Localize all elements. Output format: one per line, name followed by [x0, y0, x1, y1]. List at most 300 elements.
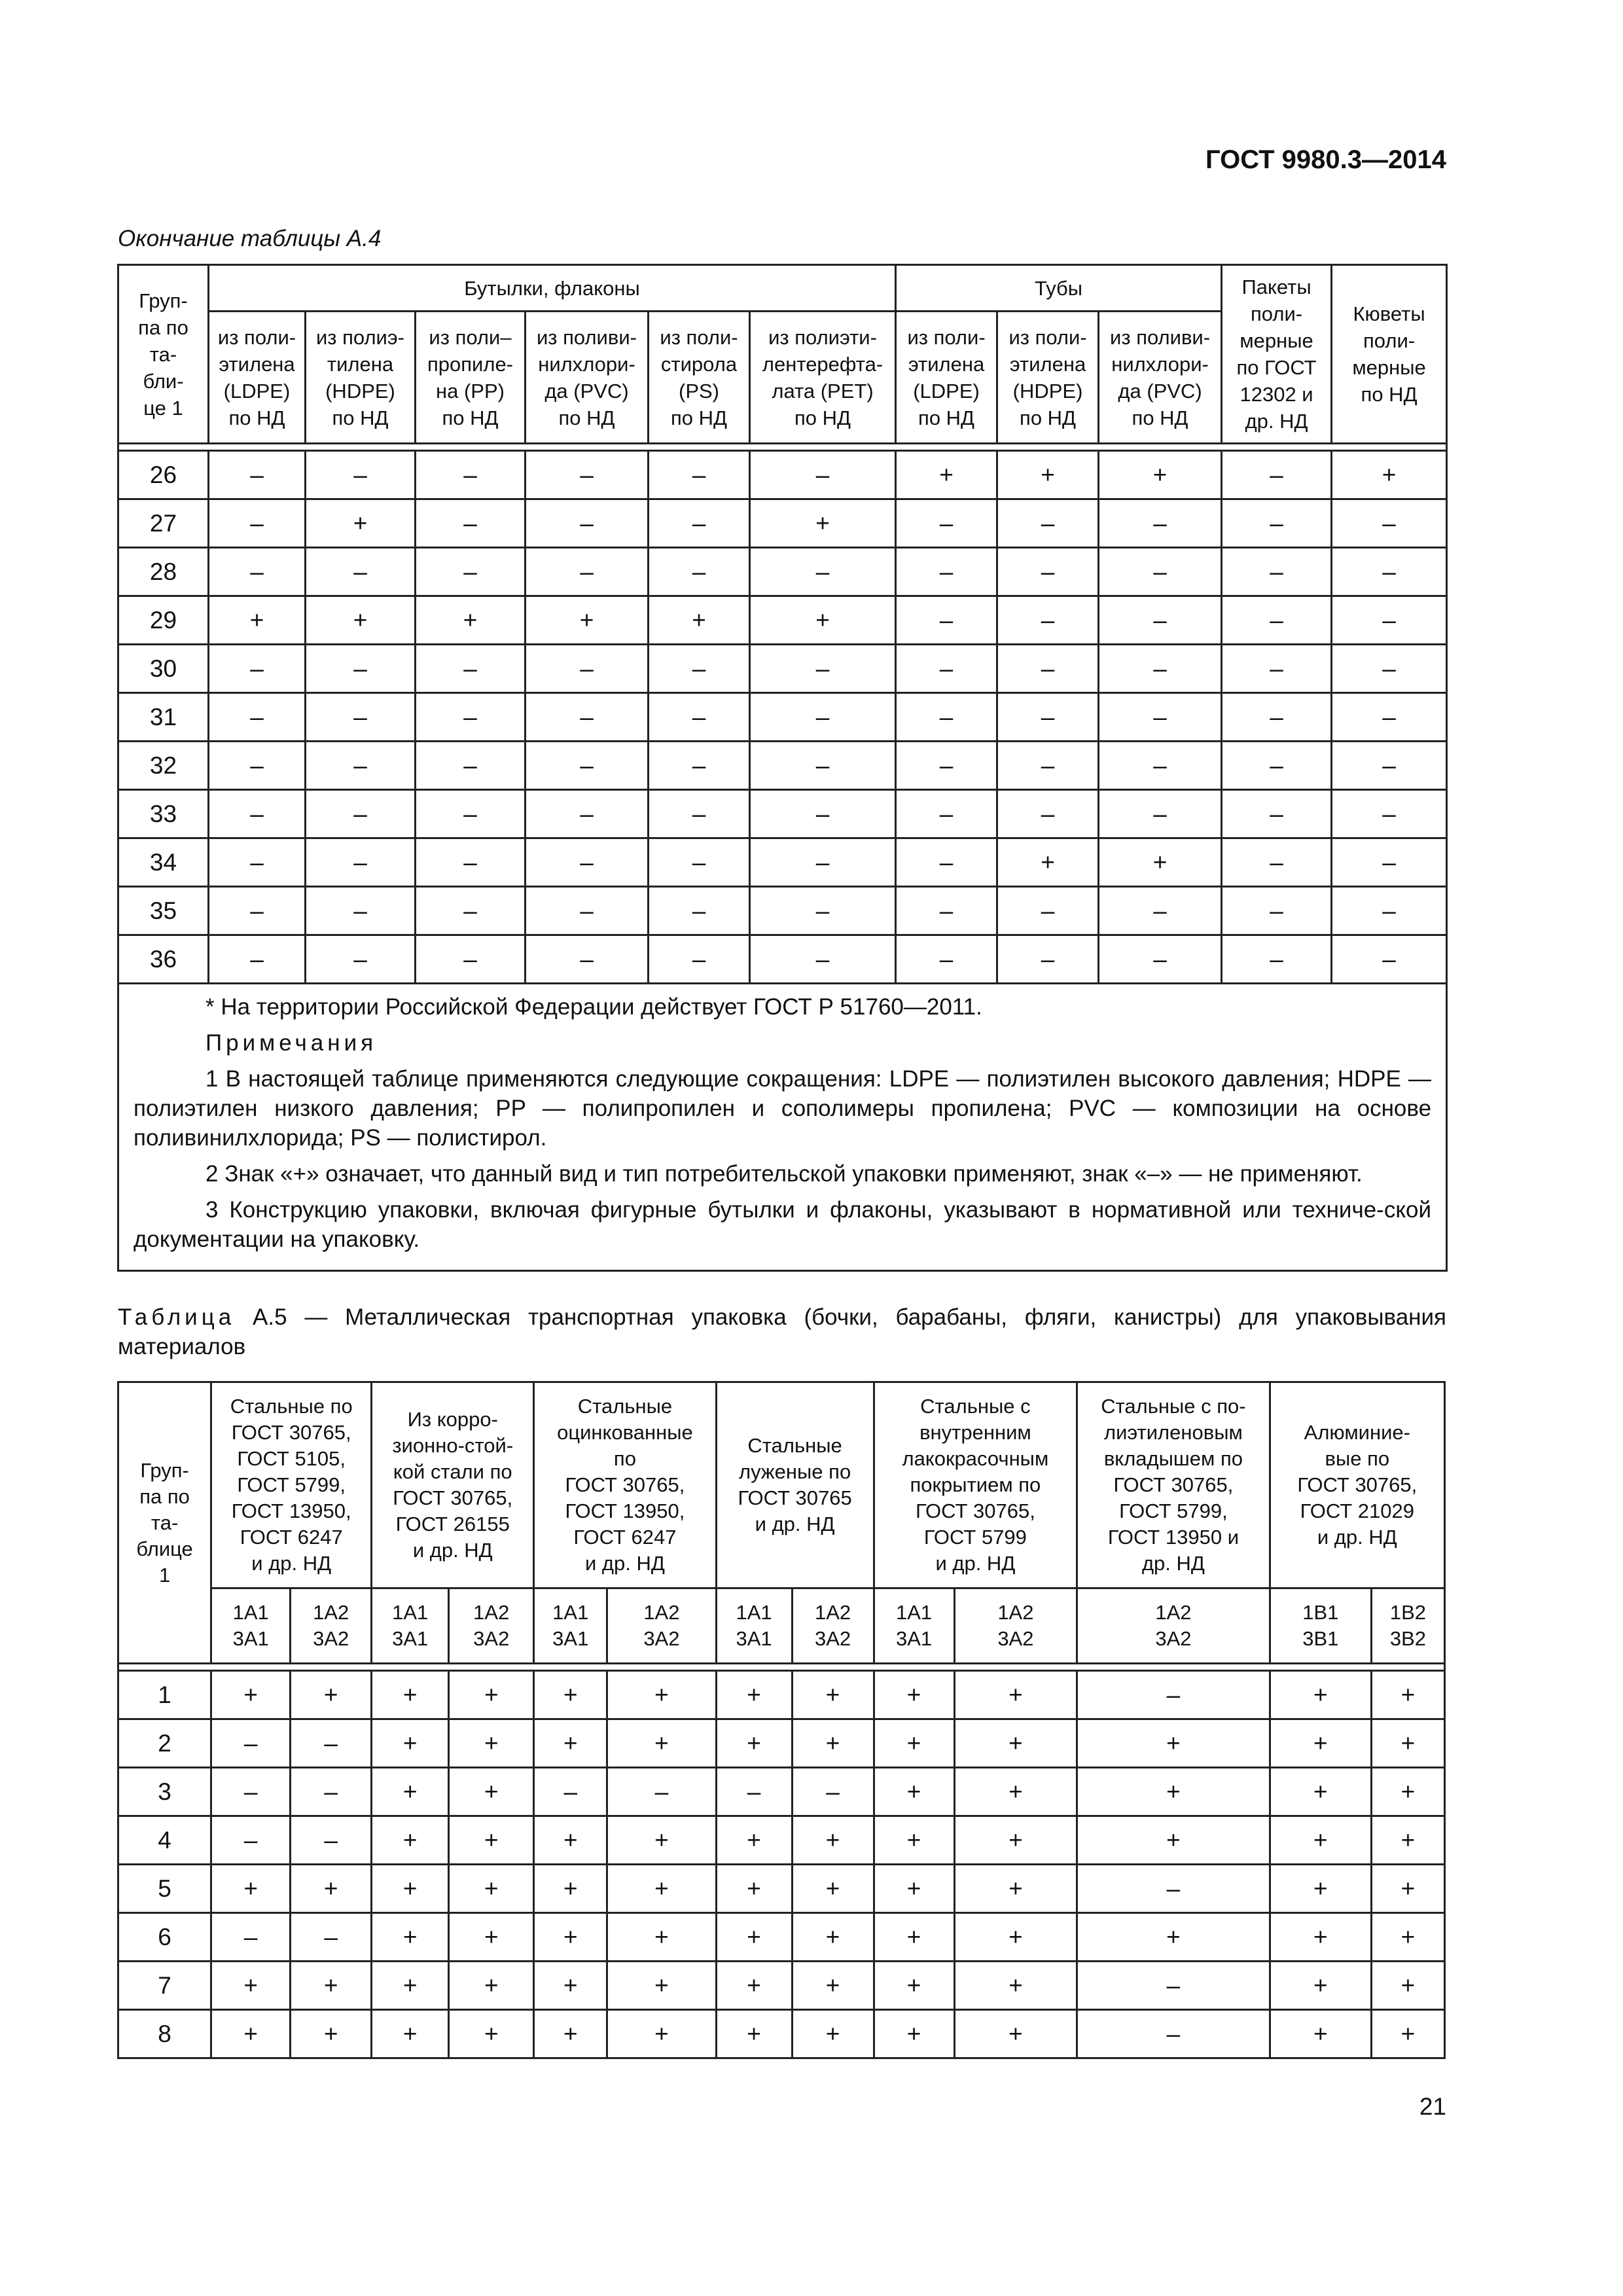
document-number: ГОСТ 9980.3—2014	[1205, 145, 1446, 174]
table-row	[118, 742, 1447, 790]
table-cell: –	[1332, 645, 1447, 693]
table-row	[118, 790, 1447, 838]
notes-title: Примечания	[205, 1030, 378, 1056]
table-cell: +	[1077, 1719, 1270, 1768]
table-cell: –	[1222, 645, 1332, 693]
table-cell: –	[1332, 838, 1447, 887]
table-cell: –	[211, 1913, 291, 1962]
table-row	[118, 645, 1447, 693]
a5-subheader-9: 1А1 3А1	[874, 1588, 954, 1664]
table-cell: +	[291, 1962, 372, 2010]
table-cell: –	[211, 1768, 291, 1816]
table-row	[118, 1816, 1445, 1865]
table-cell: +	[1371, 1865, 1444, 1913]
table-cell: –	[1077, 1865, 1270, 1913]
table-cell: –	[209, 548, 306, 596]
table-cell: +	[291, 2010, 372, 2058]
table-cell: –	[750, 742, 896, 790]
table-cell: –	[649, 742, 750, 790]
table-cell: +	[792, 1671, 874, 1719]
table-cell: –	[649, 935, 750, 984]
table-cell: +	[792, 1865, 874, 1913]
table-cell: –	[306, 645, 416, 693]
table-cell: –	[1077, 1962, 1270, 2010]
table-a5-body	[118, 1664, 1445, 2058]
table-cell: +	[449, 2010, 534, 2058]
table-cell: –	[416, 645, 526, 693]
a4-subheader-1: из поли- этилена (LDPE) по НД	[209, 312, 306, 444]
table-cell: +	[1270, 1865, 1371, 1913]
table-cell: +	[449, 1671, 534, 1719]
table-row	[118, 451, 1447, 499]
table-a5-group-row	[118, 1382, 1445, 1588]
table-cell: –	[649, 645, 750, 693]
table-cell: –	[416, 742, 526, 790]
table-cell: –	[649, 548, 750, 596]
table-cell: –	[526, 887, 649, 935]
table-cell: –	[750, 451, 896, 499]
table-cell: +	[792, 2010, 874, 2058]
table-cell: –	[1099, 596, 1222, 645]
table-cell: +	[372, 1865, 449, 1913]
table-cell: +	[792, 1719, 874, 1768]
table-cell: –	[716, 1768, 792, 1816]
table-cell: –	[1099, 693, 1222, 742]
row-group-number: 6	[118, 1913, 211, 1962]
table-cell: +	[449, 1865, 534, 1913]
table-cell: +	[1371, 1671, 1444, 1719]
table-cell: –	[1332, 887, 1447, 935]
a5-subheader-13: 1В2 3В2	[1371, 1588, 1444, 1664]
group-column-header: Груп- па по та- блице 1	[118, 1382, 211, 1664]
table-a4-footnote: * На территории Российской Федерации действует ГОСТ Р 51760—2011.	[205, 994, 982, 1020]
a4-subheader-7: из поли- этилена (LDPE) по НД	[896, 312, 997, 444]
table-cell: +	[211, 1962, 291, 2010]
row-group-number: 2	[118, 1719, 211, 1768]
table-cell: +	[716, 1913, 792, 1962]
table-cell: –	[1222, 790, 1332, 838]
table-cell: –	[291, 1913, 372, 1962]
table-a5-subheader-row	[118, 1588, 1445, 1664]
table-cell: +	[1270, 1719, 1371, 1768]
table-cell: +	[607, 1816, 716, 1865]
a5-subheader-2: 1А2 3А2	[291, 1588, 372, 1664]
table-cell: –	[526, 742, 649, 790]
table-cell: –	[1077, 2010, 1270, 2058]
table-cell: –	[997, 887, 1099, 935]
row-group-number: 1	[118, 1671, 211, 1719]
table-cell: +	[607, 1865, 716, 1913]
table-cell: –	[997, 693, 1099, 742]
table-cell: –	[291, 1719, 372, 1768]
table-cell: +	[372, 1913, 449, 1962]
table-cell: –	[416, 838, 526, 887]
table-cell: –	[1222, 596, 1332, 645]
table-cell: –	[997, 790, 1099, 838]
table-cell: –	[526, 548, 649, 596]
table-cell: +	[792, 1913, 874, 1962]
table-cell: +	[997, 451, 1099, 499]
table-cell: –	[526, 790, 649, 838]
header-separator	[118, 1664, 1445, 1671]
table-cell: +	[954, 2010, 1077, 2058]
table-cell: +	[607, 1719, 716, 1768]
table-cell: –	[750, 935, 896, 984]
row-group-number: 30	[118, 645, 209, 693]
table-cell: –	[416, 790, 526, 838]
a4-subheader-5: из поли- стирола (PS) по НД	[649, 312, 750, 444]
table-cell: +	[1371, 1768, 1444, 1816]
table-cell: –	[1332, 548, 1447, 596]
table-cell: +	[291, 1865, 372, 1913]
table-cell: –	[1332, 596, 1447, 645]
table-cell: +	[1270, 1768, 1371, 1816]
a4-subheader-4: из поливи- нилхлори- да (PVC) по НД	[526, 312, 649, 444]
table-cell: –	[1099, 742, 1222, 790]
table-cell: +	[534, 1913, 607, 1962]
a5-group-header-3: Стальные оцинкованные по ГОСТ 30765, ГОСТ 13950, ГОСТ 6247 и др. НД	[534, 1382, 716, 1588]
table-row	[118, 548, 1447, 596]
table-cell: +	[306, 596, 416, 645]
table-cell: –	[896, 790, 997, 838]
table-cell: +	[954, 1962, 1077, 2010]
table-cell: –	[750, 548, 896, 596]
table-cell: –	[1332, 790, 1447, 838]
table-row	[118, 935, 1447, 984]
table-cell: +	[526, 596, 649, 645]
table-row	[118, 1719, 1445, 1768]
table-cell: +	[1371, 1719, 1444, 1768]
table-cell: +	[874, 2010, 954, 2058]
table-cell: –	[896, 693, 997, 742]
table-cell: –	[649, 499, 750, 548]
table-cell: –	[1222, 499, 1332, 548]
table-cell: +	[954, 1719, 1077, 1768]
row-group-number: 8	[118, 2010, 211, 2058]
table-cell: +	[372, 1962, 449, 2010]
a5-group-header-1: Стальные по ГОСТ 30765, ГОСТ 5105, ГОСТ 5799, ГОСТ 13950, ГОСТ 6247 и др. НД	[211, 1382, 372, 1588]
table-cell: –	[209, 838, 306, 887]
table-cell: +	[534, 1962, 607, 2010]
table-row	[118, 1913, 1445, 1962]
table-cell: +	[1270, 2010, 1371, 2058]
table-cell: +	[716, 1671, 792, 1719]
table-a4-body	[118, 444, 1447, 984]
table-cell: +	[874, 1671, 954, 1719]
row-group-number: 26	[118, 451, 209, 499]
table-cell: –	[209, 693, 306, 742]
table-row	[118, 499, 1447, 548]
a5-subheader-1: 1А1 3А1	[211, 1588, 291, 1664]
table-cell: +	[716, 1865, 792, 1913]
table-cell: –	[306, 790, 416, 838]
table-a4	[117, 264, 1448, 1272]
a5-group-header-4: Стальные луженые по ГОСТ 30765 и др. НД	[716, 1382, 874, 1588]
table-cell: –	[526, 935, 649, 984]
table-cell: –	[526, 451, 649, 499]
row-group-number: 29	[118, 596, 209, 645]
row-group-number: 34	[118, 838, 209, 887]
a5-subheader-7: 1А1 3А1	[716, 1588, 792, 1664]
table-cell: –	[209, 499, 306, 548]
table-cell: –	[209, 742, 306, 790]
table-cell: –	[306, 548, 416, 596]
table-cell: +	[372, 1768, 449, 1816]
table-cell: +	[449, 1768, 534, 1816]
table-cell: –	[526, 838, 649, 887]
table-cell: +	[534, 1719, 607, 1768]
a4-subheader-2: из полиэ- тилена (HDPE) по НД	[306, 312, 416, 444]
table-cell: –	[416, 935, 526, 984]
table-cell: –	[896, 887, 997, 935]
table-cell: +	[607, 1913, 716, 1962]
table-cell: –	[1222, 451, 1332, 499]
table-cell: –	[896, 935, 997, 984]
table-cell: +	[716, 1962, 792, 2010]
table-cell: –	[997, 742, 1099, 790]
table-row	[118, 2010, 1445, 2058]
a5-subheader-5: 1А1 3А1	[534, 1588, 607, 1664]
table-cell: –	[1222, 742, 1332, 790]
row-group-number: 3	[118, 1768, 211, 1816]
cuvettes-header: Кюветы поли- мерные по НД	[1332, 265, 1447, 444]
table-cell: –	[306, 887, 416, 935]
table-cell: +	[372, 1816, 449, 1865]
page-number: 21	[1419, 2093, 1446, 2120]
table-cell: –	[997, 935, 1099, 984]
table-cell: +	[954, 1768, 1077, 1816]
table-cell: +	[1371, 1962, 1444, 2010]
table-cell: +	[954, 1816, 1077, 1865]
table-cell: –	[306, 838, 416, 887]
table-cell: –	[1332, 499, 1447, 548]
table-cell: –	[306, 693, 416, 742]
table-cell: –	[750, 887, 896, 935]
a5-subheader-3: 1А1 3А1	[372, 1588, 449, 1664]
table-cell: –	[997, 548, 1099, 596]
table-cell: –	[416, 499, 526, 548]
table-cell: +	[1077, 1913, 1270, 1962]
table-cell: –	[1222, 548, 1332, 596]
table-a5-caption-text: А.5 — Металлическая транспортная упаковка (бочки, барабаны, фляги, канистры) для упаковывания материалов	[118, 1304, 1446, 1359]
table-cell: +	[792, 1962, 874, 2010]
table-cell: –	[997, 499, 1099, 548]
table-cell: –	[1332, 693, 1447, 742]
table-cell: +	[874, 1816, 954, 1865]
table-cell: –	[211, 1816, 291, 1865]
table-cell: +	[997, 838, 1099, 887]
row-group-number: 4	[118, 1816, 211, 1865]
table-cell: –	[209, 887, 306, 935]
table-cell: –	[306, 742, 416, 790]
note-2: 2 Знак «+» означает, что данный вид и тип потребительской упаковки применяют, знак «–» — не применяют.	[205, 1161, 1363, 1187]
table-cell: +	[534, 1865, 607, 1913]
table-a5-caption	[118, 1302, 1446, 1361]
table-cell: –	[649, 693, 750, 742]
table-cell: +	[792, 1816, 874, 1865]
row-group-number: 5	[118, 1865, 211, 1913]
table-cell: +	[874, 1768, 954, 1816]
table-cell: +	[449, 1719, 534, 1768]
table-cell: +	[1099, 838, 1222, 887]
table-row	[118, 1768, 1445, 1816]
table-cell: –	[416, 451, 526, 499]
table-cell: –	[291, 1816, 372, 1865]
bottles-header: Бутылки, флаконы	[209, 265, 896, 312]
a5-subheader-12: 1В1 3В1	[1270, 1588, 1371, 1664]
note-1: 1 В настоящей таблице применяются следующие сокращения: LDPE — полиэтилен высокого давления; HDPE — полиэтилен низкого давления; PP — полипропилен и сополимеры пропилена; PVC — композиции на основе поливинилхлорида; PS — полистирол.	[134, 1066, 1432, 1151]
table-cell: +	[534, 1671, 607, 1719]
table-cell: –	[291, 1768, 372, 1816]
header-separator-cell	[118, 444, 1447, 451]
table-cell: +	[750, 596, 896, 645]
table-cell: –	[1222, 693, 1332, 742]
table-cell: +	[954, 1913, 1077, 1962]
table-cell: –	[416, 887, 526, 935]
table-row	[118, 1962, 1445, 2010]
table-cell: +	[291, 1671, 372, 1719]
table-cell: –	[306, 451, 416, 499]
table-cell: –	[1332, 742, 1447, 790]
table-cell: +	[874, 1962, 954, 2010]
table-cell: –	[526, 693, 649, 742]
table-cell: –	[896, 838, 997, 887]
row-group-number: 27	[118, 499, 209, 548]
header-separator-cell	[118, 1664, 1445, 1671]
table-cell: –	[416, 548, 526, 596]
table-cell: –	[750, 693, 896, 742]
row-group-number: 36	[118, 935, 209, 984]
table-cell: +	[1270, 1962, 1371, 2010]
a4-subheader-9: из поливи- нилхлори- да (PVC) по НД	[1099, 312, 1222, 444]
table-cell: +	[607, 1962, 716, 2010]
a5-group-header-7: Алюминие- вые по ГОСТ 30765, ГОСТ 21029 и др. НД	[1270, 1382, 1444, 1588]
table-cell: –	[750, 838, 896, 887]
table-cell: +	[1099, 451, 1222, 499]
table-cell: –	[896, 645, 997, 693]
table-cell: –	[1099, 935, 1222, 984]
table-cell: +	[954, 1671, 1077, 1719]
table-cell: –	[649, 838, 750, 887]
table-cell: –	[997, 645, 1099, 693]
table-cell: +	[750, 499, 896, 548]
table-cell: –	[896, 596, 997, 645]
tubes-header: Тубы	[896, 265, 1222, 312]
table-cell: –	[1099, 887, 1222, 935]
table-cell: +	[1371, 2010, 1444, 2058]
row-group-number: 7	[118, 1962, 211, 2010]
a5-group-header-2: Из корро- зионно-стой- кой стали по ГОСТ 30765, ГОСТ 26155 и др. НД	[372, 1382, 534, 1588]
a4-subheader-8: из поли- этилена (HDPE) по НД	[997, 312, 1099, 444]
table-cell: +	[211, 1865, 291, 1913]
table-cell: +	[1077, 1816, 1270, 1865]
table-cell: +	[534, 1816, 607, 1865]
table-cell: –	[792, 1768, 874, 1816]
table-cell: +	[1270, 1671, 1371, 1719]
row-group-number: 33	[118, 790, 209, 838]
table-cell: +	[416, 596, 526, 645]
table-cell: –	[209, 935, 306, 984]
table-cell: –	[750, 790, 896, 838]
table-cell: –	[306, 935, 416, 984]
table-cell: –	[896, 548, 997, 596]
table-row	[118, 693, 1447, 742]
table-cell: –	[750, 645, 896, 693]
table-cell: –	[209, 790, 306, 838]
table-cell: +	[211, 1671, 291, 1719]
table-cell: +	[607, 2010, 716, 2058]
table-cell: +	[372, 2010, 449, 2058]
table-cell: +	[716, 1719, 792, 1768]
table-cell: +	[874, 1719, 954, 1768]
table-cell: –	[649, 887, 750, 935]
table-cell: +	[649, 596, 750, 645]
table-cell: –	[1222, 838, 1332, 887]
table-cell: –	[416, 693, 526, 742]
table-cell: –	[607, 1768, 716, 1816]
table-cell: –	[896, 742, 997, 790]
a5-subheader-10: 1А2 3А2	[954, 1588, 1077, 1664]
a4-subheader-3: из поли– пропиле- на (РР) по НД	[416, 312, 526, 444]
row-group-number: 31	[118, 693, 209, 742]
table-cell: –	[526, 499, 649, 548]
a4-subheader-6: из полиэти- лентерефта- лата (PET) по НД	[750, 312, 896, 444]
a5-group-header-5: Стальные с внутренним лакокрасочным покрытием по ГОСТ 30765, ГОСТ 5799 и др. НД	[874, 1382, 1077, 1588]
table-cell: –	[209, 451, 306, 499]
table-row	[118, 596, 1447, 645]
bags-header: Пакеты поли- мерные по ГОСТ 12302 и др. НД	[1222, 265, 1332, 444]
table-cell: –	[1332, 935, 1447, 984]
table-cell: +	[954, 1865, 1077, 1913]
table-cell: +	[449, 1816, 534, 1865]
table-a5	[117, 1381, 1446, 2059]
table-cell: +	[449, 1913, 534, 1962]
table-cell: +	[372, 1671, 449, 1719]
table-cell: +	[449, 1962, 534, 2010]
table-cell: –	[1077, 1671, 1270, 1719]
table-cell: +	[1270, 1816, 1371, 1865]
table-cell: –	[997, 596, 1099, 645]
table-row	[118, 1865, 1445, 1913]
a5-subheader-8: 1А2 3А2	[792, 1588, 874, 1664]
table-cell: +	[716, 1816, 792, 1865]
table-cell: +	[896, 451, 997, 499]
table-cell: –	[534, 1768, 607, 1816]
table-cell: +	[209, 596, 306, 645]
table-a5-caption-label: Таблица	[118, 1304, 236, 1330]
row-group-number: 32	[118, 742, 209, 790]
table-cell: +	[306, 499, 416, 548]
table-cell: +	[874, 1913, 954, 1962]
a5-subheader-6: 1А2 3А2	[607, 1588, 716, 1664]
note-3: 3 Конструкцию упаковки, включая фигурные бутылки и флаконы, указывают в нормативной или техниче-ской документации на упаковку.	[134, 1197, 1432, 1252]
table-cell: +	[1270, 1913, 1371, 1962]
table-cell: –	[649, 451, 750, 499]
table-cell: +	[211, 2010, 291, 2058]
row-group-number: 28	[118, 548, 209, 596]
table-cell: +	[1371, 1816, 1444, 1865]
table-cell: –	[1099, 790, 1222, 838]
table-cell: –	[649, 790, 750, 838]
table-cell: –	[1099, 499, 1222, 548]
a5-subheader-4: 1А2 3А2	[449, 1588, 534, 1664]
table-cell: +	[1371, 1913, 1444, 1962]
group-header-text: Груп- па по та- бли- це 1	[138, 289, 188, 420]
table-cell: +	[1332, 451, 1447, 499]
group-column-header	[118, 265, 209, 444]
table-cell: +	[372, 1719, 449, 1768]
table-cell: –	[526, 645, 649, 693]
